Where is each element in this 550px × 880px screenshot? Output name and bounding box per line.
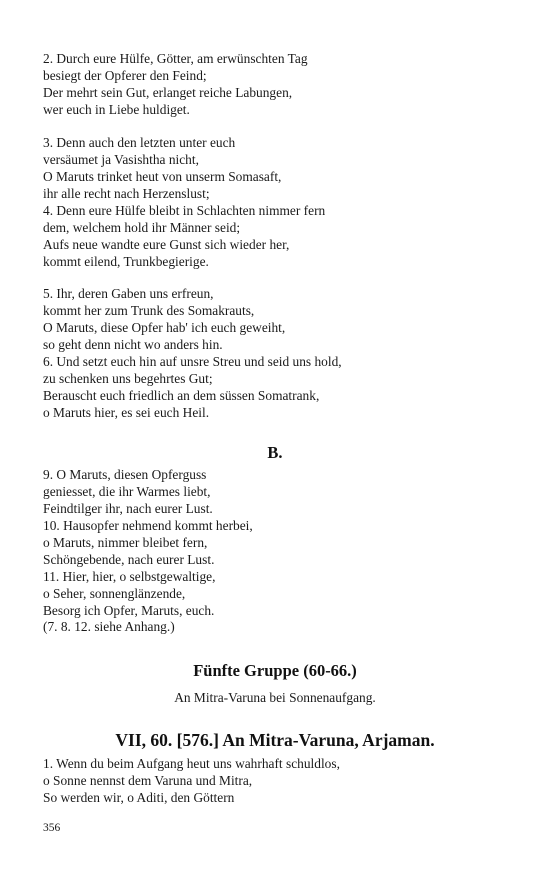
verse-line: 10. Hausopfer nehmend kommt herbei, — [43, 517, 253, 533]
verse-line: Feindtilger ihr, nach eurer Lust. — [43, 500, 213, 516]
verse-line: 11. Hier, hier, o selbstgewaltige, — [43, 568, 216, 584]
verse-line: 6. Und setzt euch hin auf unsre Streu und seid uns hold, — [43, 353, 342, 369]
stanza-block-3 — [43, 286, 513, 422]
verse-line: O Maruts trinket heut von unserm Somasaft, — [43, 168, 282, 184]
hymn-heading: VII, 60. [576.] An Mitra-Varuna, Arjaman. — [115, 730, 435, 750]
stanza-block-5 — [43, 756, 513, 807]
verse-line: o Seher, sonnenglänzende, — [43, 585, 186, 601]
section-heading-b: B. — [267, 443, 283, 462]
verse-line: kommt eilend, Trunkbegierige. — [43, 253, 209, 269]
verse-line: 2. Durch eure Hülfe, Götter, am erwünschten Tag — [43, 51, 308, 66]
verse-line: kommt her zum Trunk des Somakrauts, — [43, 302, 255, 318]
verse-line: O Maruts, diese Opfer hab' ich euch geweiht, — [43, 319, 286, 335]
verse-line: wer euch in Liebe huldiget. — [43, 101, 190, 117]
verse-line: so geht denn nicht wo anders hin. — [43, 336, 223, 352]
verse-line: Aufs neue wandte eure Gunst sich wieder her, — [43, 236, 290, 252]
stanza-block-2 — [43, 135, 513, 271]
verse-line: zu schenken uns begehrtes Gut; — [43, 370, 213, 386]
verse-line: Der mehrt sein Gut, erlanget reiche Labungen, — [43, 84, 293, 100]
page-number: 356 — [43, 822, 61, 834]
verse-line: Berauscht euch friedlich an dem süssen Somatrank, — [43, 387, 320, 403]
verse-line: versäumet ja Vasishtha nicht, — [43, 151, 199, 167]
verse-line: Schöngebende, nach eurer Lust. — [43, 551, 215, 567]
verse-line: ihr alle recht nach Herzenslust; — [43, 185, 210, 201]
verse-line: 3. Denn auch den letzten unter euch — [43, 135, 236, 150]
verse-line: besiegt der Opferer den Feind; — [43, 67, 207, 83]
verse-line: 5. Ihr, deren Gaben uns erfreun, — [43, 286, 214, 301]
verse-line: 9. O Maruts, diesen Opferguss — [43, 467, 207, 482]
verse-line: 4. Denn eure Hülfe bleibt in Schlachten nimmer fern — [43, 202, 326, 218]
group-subheading: An Mitra-Varuna bei Sonnenaufgang. — [174, 690, 376, 705]
verse-line: Besorg ich Opfer, Maruts, euch. — [43, 602, 215, 618]
verse-line: (7. 8. 12. siehe Anhang.) — [43, 619, 175, 635]
verse-line: 1. Wenn du beim Aufgang heut uns wahrhaft schuldlos, — [43, 756, 340, 771]
verse-line: o Maruts, nimmer bleibet fern, — [43, 534, 208, 550]
verse-line: o Sonne nennst dem Varuna und Mitra, — [43, 772, 253, 788]
verse-line: dem, welchem hold ihr Männer seid; — [43, 219, 241, 235]
verse-line: geniesset, die ihr Warmes liebt, — [43, 483, 211, 499]
verse-line: So werden wir, o Aditi, den Göttern — [43, 789, 235, 805]
group-heading: Fünfte Gruppe (60-66.) — [193, 661, 357, 680]
stanza-block-1 — [43, 51, 513, 119]
stanza-block-4 — [43, 467, 513, 636]
verse-line: o Maruts hier, es sei euch Heil. — [43, 404, 210, 420]
